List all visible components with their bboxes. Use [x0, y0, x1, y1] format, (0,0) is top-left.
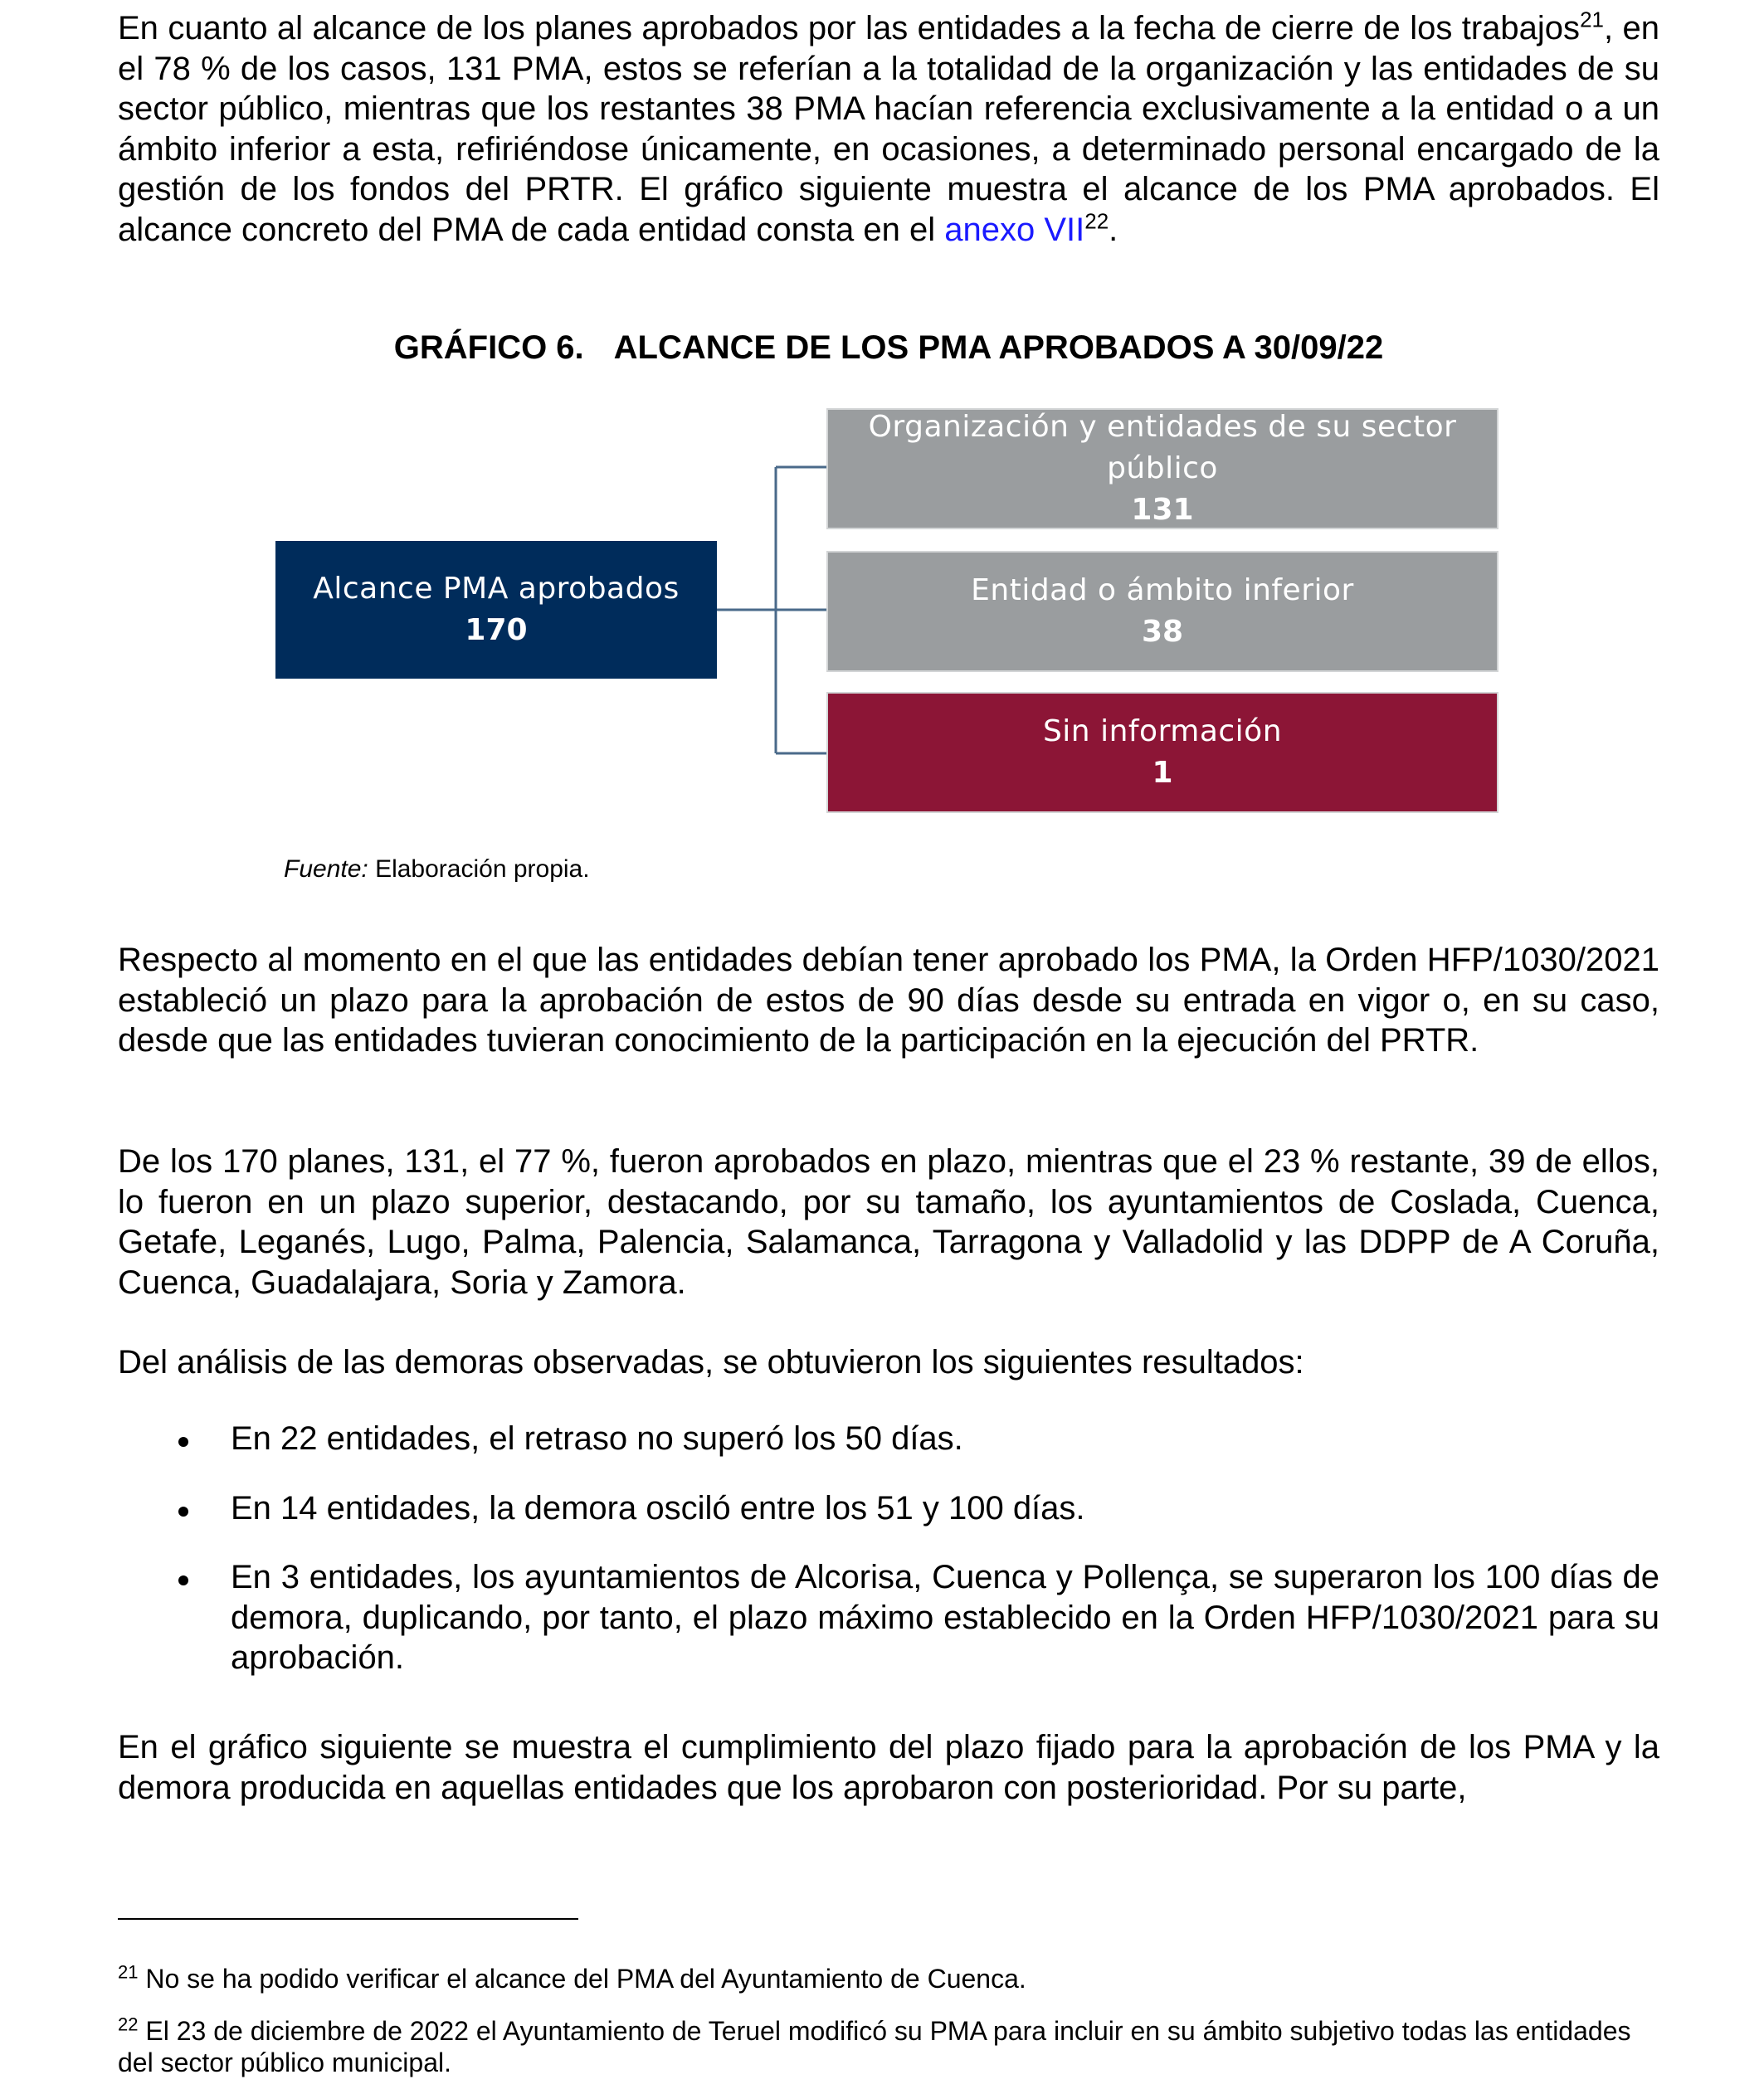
footnote-22 — [118, 2015, 1659, 2078]
footnote-number: 21 — [118, 1961, 139, 1983]
paragraph-planes: De los 170 planes, 131, el 77 %, fueron aprobados en plazo, mientras que el 23 % restante, 39 de ellos, lo fueron en un plazo superior, destacando, por su tamaño, los ayuntamientos de Coslada, Cuenca, Getafe, Leganés, Lugo, Palma, Palencia, Salamanca, Tarragona y Valladolid y las DDPP de A Coruña, Cuenca, Guadalajara, Soria y Zamora. — [118, 1143, 1659, 1301]
bullet-icon — [178, 1507, 188, 1517]
child-node-label: Organización y entidades de su sector público — [868, 410, 1457, 485]
source-label: Fuente: — [284, 855, 368, 883]
child-node-value: 131 — [1131, 493, 1194, 527]
root-node — [275, 541, 717, 679]
footnote-text: El 23 de diciembre de 2022 el Ayuntamiento de Teruel modificó su PMA para incluir en su ámbito subjetivo todas las entidades del sector público municipal. — [118, 2016, 1631, 2077]
paragraph-plazo: Respecto al momento en el que las entidades debían tener aprobado los PMA, la Orden HFP/1030/2021 estableció un plazo para la aprobación de estos de 90 días desde su entrada en vigor o, en su caso, desde que las entidades tuvieran conocimiento de la participación en la ejecución del PRTR. — [118, 942, 1659, 1059]
root-node-value: 170 — [465, 613, 528, 647]
figure-source — [284, 855, 590, 884]
footnote-ref-21[interactable]: 21 — [1580, 7, 1604, 32]
annex-link[interactable]: anexo VII — [944, 211, 1085, 248]
child-node-value: 1 — [1152, 756, 1173, 790]
child-node-sin-informacion — [826, 692, 1498, 813]
paragraph-text: En cuanto al alcance de los planes aprobados por las entidades a la fecha de cierre de los trabajos — [118, 10, 1581, 46]
results-list — [118, 1419, 1659, 1707]
list-item — [118, 1488, 1659, 1529]
child-node-entidad — [826, 551, 1498, 672]
paragraph-text: . — [1109, 211, 1118, 248]
paragraph-analisis: Del análisis de las demoras observadas, se obtuvieron los siguientes resultados: — [118, 1344, 1304, 1381]
figure-title: ALCANCE DE LOS PMA APROBADOS A 30/09/22 — [613, 329, 1384, 366]
bullet-icon — [178, 1437, 188, 1447]
paragraph-text: , en el 78 % de los casos, 131 PMA, estos se referían a la totalidad de la organización y las entidades de su sector público, mientras que los restantes 38 PMA hacían referencia exclusivamente a la entidad o a un ámbito inferior a esta, refiriéndose únicamente, en ocasiones, a determinado personal encargado de la gestión de los fondos del PRTR. El gráfico siguiente muestra el alcance de los PMA aprobados. El alcance concreto del PMA de cada entidad consta en el — [118, 10, 1660, 248]
footnote-text: No se ha podido verificar el alcance del PMA del Ayuntamiento de Cuenca. — [138, 1964, 1026, 1994]
list-item-text: En 14 entidades, la demora osciló entre los 51 y 100 días. — [231, 1489, 1085, 1527]
child-node-value: 38 — [1141, 615, 1184, 649]
list-item — [118, 1419, 1659, 1459]
list-item-text: En 22 entidades, el retraso no superó los 50 días. — [231, 1420, 963, 1457]
child-node-label: Sin información — [1042, 714, 1283, 748]
paragraph-cumplimiento: En el gráfico siguiente se muestra el cumplimiento del plazo fijado para la aprobación de los PMA y la demora producida en aquellas entidades que los aprobaron con posterioridad. Por su parte, — [118, 1729, 1659, 1806]
root-node-label: Alcance PMA aprobados — [313, 572, 680, 606]
footnote-divider — [118, 1918, 578, 1920]
list-item-text: En 3 entidades, los ayuntamientos de Alcorisa, Cuenca y Pollença, se superaron los 100 días de demora, duplicando, por tanto, el plazo máximo establecido en la Orden HFP/1030/2021 para su aprobación. — [231, 1559, 1659, 1676]
child-node-organizacion — [826, 408, 1498, 529]
list-item — [118, 1557, 1659, 1678]
footnote-number: 22 — [118, 2014, 139, 2035]
child-node-label: Entidad o ámbito inferior — [971, 573, 1354, 607]
footnote-ref-22[interactable]: 22 — [1084, 208, 1109, 234]
footnote-21 — [118, 1963, 1659, 1994]
source-text: Elaboración propia. — [368, 855, 590, 883]
figure-number: GRÁFICO 6. — [393, 329, 584, 366]
bullet-icon — [178, 1575, 188, 1585]
